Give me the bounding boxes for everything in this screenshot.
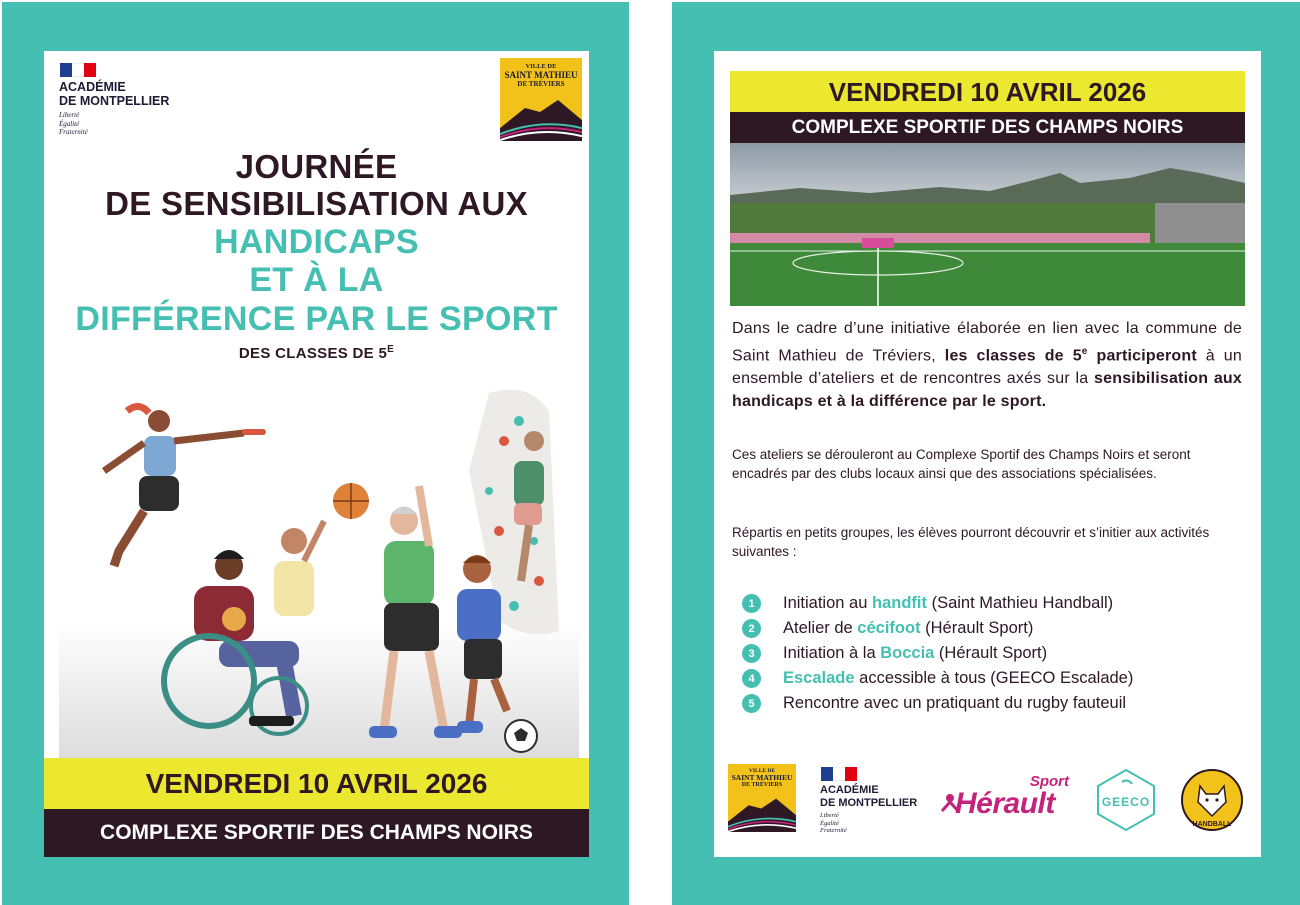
activity-before: Atelier de	[783, 619, 858, 637]
list-item	[742, 691, 1242, 716]
intro-text-c: participeront	[1087, 347, 1197, 365]
partner-city-line2: DE TRÉVIERS	[741, 782, 783, 788]
mountain-icon	[728, 797, 796, 832]
geeco-text: GEECO	[1101, 795, 1151, 809]
marianne-flag-icon	[821, 767, 857, 781]
herault-sport-logo	[940, 773, 1075, 828]
intro-superscript: e	[1081, 346, 1088, 357]
event-place-banner: COMPLEXE SPORTIF DES CHAMPS NOIRS	[44, 809, 589, 857]
activity-list	[742, 591, 1242, 716]
motto-fraternite: Fraternité	[59, 128, 88, 136]
venue-paragraph: Ces ateliers se dérouleront au Complexe Sportif des Champs Noirs et seront encadrés par des clubs locaux ainsi que des associations spécialisées.	[732, 447, 1191, 481]
sports-field-photo	[730, 143, 1245, 306]
activity-text	[783, 644, 1047, 663]
city-logo-line1: SAINT MATHIEU	[504, 70, 578, 80]
activity-text	[783, 669, 1133, 688]
handball-text: HANDBALL	[1192, 821, 1232, 828]
list-item	[742, 641, 1242, 666]
info-date-banner: VENDREDI 10 AVRIL 2026	[730, 71, 1245, 112]
title-line-5: DIFFÉRENCE PAR LE SPORT	[75, 300, 558, 338]
intro-text-d: à un ensemble d’ateliers et de rencontres axés sur la	[732, 347, 1242, 388]
academie-name-line1: ACADÉMIE	[59, 80, 126, 94]
info-page	[672, 2, 1300, 905]
poster-card	[44, 51, 589, 857]
activity-after: (Hérault Sport)	[920, 619, 1034, 637]
academie-name-line2: DE MONTPELLIER	[59, 94, 170, 108]
intro-text-b: les classes de 5	[944, 347, 1082, 365]
city-logo-line2: DE TRÉVIERS	[517, 80, 565, 88]
partner-city-line1: SAINT MATHIEU	[731, 773, 793, 782]
activity-after: accessible à tous (GEECO Escalade)	[854, 669, 1134, 687]
activity-keyword: cécifoot	[857, 619, 921, 637]
herault-name-word: Hérault	[955, 787, 1055, 820]
poster-page	[2, 2, 629, 905]
intro-text-a: Dans le cadre d’une initiative élaborée en lien avec la commune de Saint Mathieu de Tréviers,	[732, 320, 1242, 365]
motto-egalite: Égalité	[59, 119, 80, 128]
partner-academie-logo	[820, 767, 935, 835]
partner-academie-line1: ACADÉMIE	[820, 784, 879, 796]
marianne-flag-icon	[60, 63, 96, 77]
city-logo-small: VILLE DE	[525, 63, 557, 70]
subtitle-superscript: E	[387, 344, 395, 355]
item-number: 4	[742, 669, 761, 688]
handball-club-logo	[1180, 768, 1244, 832]
intro-text-e: sensibilisation aux handicaps et à la différence par le sport.	[732, 370, 1242, 411]
partner-motto-liberte: Liberté	[820, 812, 839, 819]
partner-motto-fraternite: Fraternité	[820, 827, 847, 834]
partner-motto-egalite: Égalité	[820, 819, 839, 827]
city-logo	[500, 58, 582, 141]
item-number: 3	[742, 644, 761, 663]
activity-after: (Saint Mathieu Handball)	[926, 594, 1114, 612]
partner-logos	[728, 763, 1248, 835]
title-line-1: JOURNÉE	[235, 148, 398, 185]
mountain-icon	[500, 98, 582, 141]
activity-text	[783, 694, 1126, 713]
title-line-4: ET À LA	[249, 261, 384, 299]
item-number: 1	[742, 594, 761, 613]
herault-sport-word: Sport	[1029, 773, 1069, 790]
partner-city-logo	[728, 764, 796, 832]
activity-after: (Hérault Sport)	[934, 644, 1048, 662]
partner-academie-line2: DE MONTPELLIER	[820, 796, 918, 809]
activity-keyword: Boccia	[880, 644, 935, 662]
list-item	[742, 666, 1242, 691]
item-number: 2	[742, 619, 761, 638]
activity-before: Initiation à la	[783, 644, 881, 662]
partner-city-small: VILLE DE	[748, 768, 776, 774]
event-date-banner: VENDREDI 10 AVRIL 2026	[44, 758, 589, 809]
geeco-logo	[1094, 768, 1158, 832]
sports-illustration	[59, 381, 579, 761]
activity-before: Initiation au	[783, 594, 872, 612]
list-item	[742, 616, 1242, 641]
motto-liberte: Liberté	[59, 111, 80, 119]
item-number: 5	[742, 694, 761, 713]
activity-text	[783, 619, 1033, 638]
title-line-3: HANDICAPS	[214, 223, 419, 261]
intro-paragraph	[732, 317, 1242, 413]
activity-before: Rencontre avec un pratiquant du rugby fauteuil	[783, 694, 1127, 712]
info-card	[714, 51, 1261, 857]
list-item	[742, 591, 1242, 616]
info-place-banner: COMPLEXE SPORTIF DES CHAMPS NOIRS	[730, 112, 1245, 143]
groups-paragraph: Répartis en petits groupes, les élèves pourront découvrir et s’initier aux activités suivantes :	[732, 525, 1210, 559]
subtitle-text: DES CLASSES DE 5	[238, 345, 388, 362]
title-line-2: DE SENSIBILISATION AUX	[105, 185, 528, 222]
activity-keyword: Escalade	[783, 669, 855, 687]
subtitle-classes	[44, 341, 589, 363]
activity-text	[783, 594, 1113, 613]
academie-logo	[59, 63, 189, 137]
activity-keyword: handfit	[871, 594, 927, 612]
